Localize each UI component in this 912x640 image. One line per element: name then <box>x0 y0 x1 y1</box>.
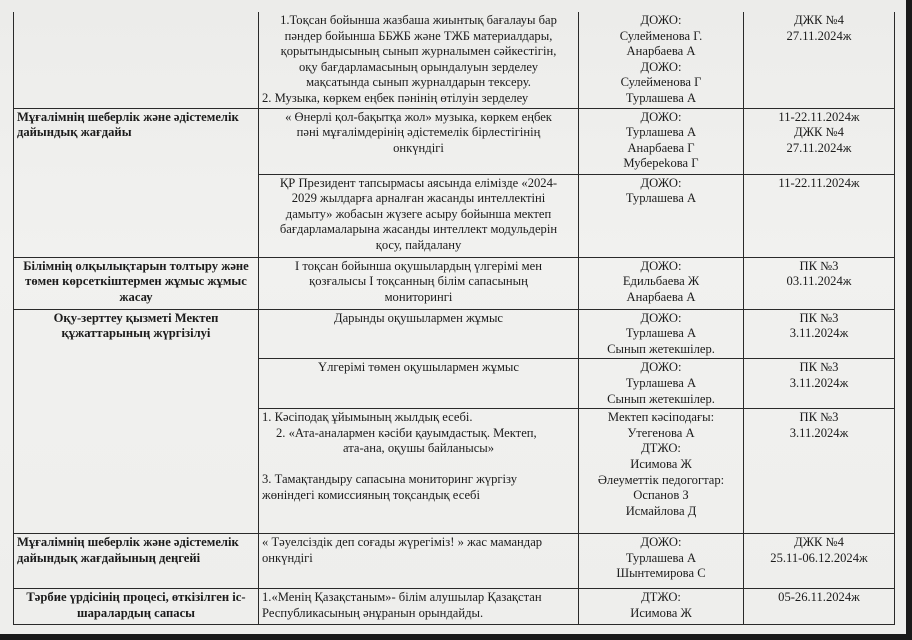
responsible-cell: ДОЖО: Турлашева А Сынып жетекшілер. <box>579 309 744 359</box>
activity-cell: Дарынды оқушылармен жұмыс <box>259 309 579 359</box>
section-cell: Мұғалімнің шеберлік және әдістемелік дайындық жағдайы <box>14 108 259 257</box>
table-row <box>14 12 895 108</box>
section-cell: Мұғалімнің шеберлік және әдістемелік дайындық жағдайының деңгейі <box>14 534 259 589</box>
activity-cell: « Тәуелсіздік деп соғады жүрегіміз! » жас мамандар онкүндігі <box>259 534 579 589</box>
responsible-cell: ДОЖО: Турлашева А <box>579 174 744 257</box>
document-cell: ПК №3 3.11.2024ж <box>744 309 895 359</box>
responsible-cell: ДОЖО: Турлашева А Шынтемирова С <box>579 534 744 589</box>
responsible-cell: Мектеп кәсіподағы: Утегенова А ДТЖО: Исимова Ж Әлеуметтік педогогтар: Оспанов З Исмайлова Д <box>579 409 744 534</box>
responsible-cell: ДОЖО: Турлашева А Анарбаева Г Мубереkова Г <box>579 108 744 174</box>
document-cell: 05-26.11.2024ж <box>744 589 895 625</box>
table-row <box>14 309 895 359</box>
activity-cell: І тоқсан бойынша оқушылардың үлгерімі мен қозғалысы І тоқсанның білім сапасының мониторингі <box>259 257 579 309</box>
responsible-cell: ДТЖО: Исимова Ж <box>579 589 744 625</box>
table-row <box>14 534 895 589</box>
activity-cell: « Өнерлі қол-бақытқа жол» музыка, көркем еңбек пәні мұғалімдерінің әдістемелік бірлестігінің онкүндігі <box>259 108 579 174</box>
responsible-cell: ДОЖО: Турлашева А Сынып жетекшілер. <box>579 359 744 409</box>
document-cell: ПК №3 03.11.2024ж <box>744 257 895 309</box>
section-cell: Білімнің олқылықтарын толтыру және төмен көрсеткіштермен жұмыс жұмыс жасау <box>14 257 259 309</box>
document-cell: ДЖК №4 27.11.2024ж <box>744 12 895 108</box>
section-cell <box>14 12 259 108</box>
responsible-cell: ДОЖО: Сулейменова Г. Анарбаева А ДОЖО: Сулейменова Г Турлашева А <box>579 12 744 108</box>
responsible-cell: ДОЖО: Едильбаева Ж Анарбаева А <box>579 257 744 309</box>
section-cell: Оқу-зерттеу қызметі Мектеп құжаттарының жүргізілуі <box>14 309 259 534</box>
document-cell: 11-22.11.2024ж <box>744 174 895 257</box>
activity-cell: 1.«Менің Қазақстаным»- білім алушылар Қазақстан Республикасының әнұранын орындайды. <box>259 589 579 625</box>
activity-cell: 1.Тоқсан бойынша жазбаша жиынтық бағалауы бар пәндер бойынша ББЖБ және ТЖБ материалдары, қорытындысының сынып журналымен сәйкестігін, оқу бағдарламасының орындалуын зерделеу мақсатында сынып журналдарын тексеру. 2. Музыка, көркем еңбек пәнінің өтілуін зерделеу <box>259 12 579 108</box>
section-cell: Тәрбие үрдісінің процесі, өткізілген іс-шаралардың сапасы <box>14 589 259 625</box>
document-cell: ПК №3 3.11.2024ж <box>744 359 895 409</box>
activity-cell: 1. Кәсіподақ ұйымының жылдық есебі. 2. «Ата-аналармен кәсіби қауымдастық. Мектеп, ата-ана, оқушы байланысы» 3. Тамақтандыру сапасына мониторинг жүргізу жөніндегі комиссияның тоқсандық есебі <box>259 409 579 534</box>
table-row <box>14 257 895 309</box>
activity-cell: ҚР Президент тапсырмасы аясында елімізде «2024- 2029 жылдарға арналған жасанды интеллектіні дамыту» жобасын жүзеге асыру бойынша мектеп бағдарламаларына жасанды интеллект модульдерін қосу, пайдалану <box>259 174 579 257</box>
activity-cell: Үлгерімі төмен оқушылармен жұмыс <box>259 359 579 409</box>
table-row <box>14 108 895 174</box>
plan-table <box>13 12 895 625</box>
document-cell: ДЖК №4 25.11-06.12.2024ж <box>744 534 895 589</box>
document-cell: ПК №3 3.11.2024ж <box>744 409 895 534</box>
document-cell: 11-22.11.2024ж ДЖК №4 27.11.2024ж <box>744 108 895 174</box>
table-row <box>14 589 895 625</box>
